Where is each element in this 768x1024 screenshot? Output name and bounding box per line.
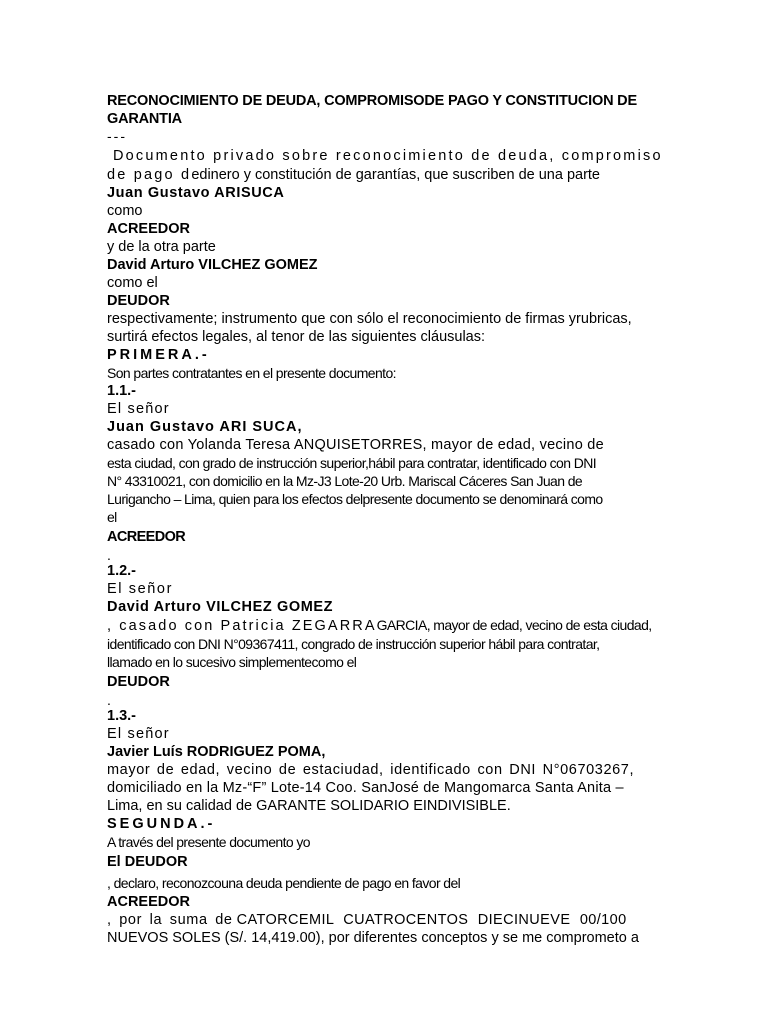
acreedor-label-3: ACREEDOR bbox=[107, 894, 190, 910]
party-1-2-line-2: identificado con DNI N°09367411, congrado de instrucción superior hábil para contratar, bbox=[107, 636, 600, 652]
period-2: . bbox=[107, 692, 111, 708]
el-label: el bbox=[107, 509, 117, 525]
a-traves-text: A través del presente documento yo bbox=[107, 834, 310, 850]
party-1-2-line-1-spaced: , casado con Patricia ZEGARRA bbox=[107, 618, 377, 634]
clause-segunda-heading: SEGUNDA.- bbox=[107, 816, 216, 832]
partes-text: Son partes contratantes en el presente documento: bbox=[107, 365, 396, 381]
party-1-1-name: Juan Gustavo ARI SUCA, bbox=[107, 419, 303, 435]
title-line-1: RECONOCIMIENTO DE DEUDA, COMPROMISODE PAGO Y CONSTITUCION DE bbox=[107, 93, 637, 109]
party1-name: Juan Gustavo ARISUCA bbox=[107, 185, 285, 201]
party-1-1-line-1: casado con Yolanda Teresa ANQUISETORRES, mayor de edad, vecino de bbox=[107, 437, 604, 453]
party-1-1-line-2: esta ciudad, con grado de instrucción superior,hábil para contratar, identificado con DNI bbox=[107, 455, 597, 471]
otra-parte-label: y de la otra parte bbox=[107, 239, 216, 255]
section-1-2: 1.2.- bbox=[107, 563, 137, 579]
document-title bbox=[107, 92, 661, 128]
party-1-3-line-2: domiciliado en la Mz-“F” Lote-14 Coo. SanJosé de Mangomarca Santa Anita – bbox=[107, 780, 624, 796]
intro-line-2-spaced: de pago d bbox=[107, 167, 192, 183]
party-1-3-name: Javier Luís RODRIGUEZ POMA, bbox=[107, 744, 326, 760]
period-1: . bbox=[107, 547, 111, 563]
el-senor-1: El señor bbox=[107, 401, 170, 417]
suma-amount-words: CATORCEMIL CUATROCENTOS DIECINUEVE 00/100 bbox=[236, 912, 627, 928]
intro-line-1: Documento privado sobre reconocimiento de deuda, compromiso bbox=[113, 148, 663, 164]
party-1-2-line-3: llamado en lo sucesivo simplementecomo el bbox=[107, 654, 357, 670]
deudor-label-2: DEUDOR bbox=[107, 674, 170, 690]
clause-primera-heading: PRIMERA.- bbox=[107, 347, 210, 363]
section-1-3: 1.3.- bbox=[107, 708, 137, 724]
party-1-2-line-1 bbox=[107, 616, 661, 635]
respectivamente-line-1: respectivamente; instrumento que con sólo el reconocimiento de firmas yrubricas, bbox=[107, 311, 632, 327]
intro-line-2-rest: edinero y constitución de garantías, que suscriben de una parte bbox=[191, 167, 600, 183]
declaro-text: , declaro, reconozcouna deuda pendiente de pago en favor del bbox=[107, 875, 461, 891]
section-1-1: 1.1.- bbox=[107, 383, 137, 399]
suma-line-1-start: , por la suma de bbox=[107, 912, 233, 928]
el-senor-3: El señor bbox=[107, 726, 170, 742]
party-1-2-line-1-rest: GARCIA, mayor de edad, vecino de esta ciudad, bbox=[376, 617, 652, 633]
dashes: --- bbox=[107, 128, 127, 144]
party2-name: David Arturo VILCHEZ GOMEZ bbox=[107, 257, 318, 273]
respectivamente-line-2: surtirá efectos legales, al tenor de las siguientes cláusulas: bbox=[107, 329, 486, 345]
title-line-2: GARANTIA bbox=[107, 111, 182, 127]
como-label: como bbox=[107, 203, 143, 219]
el-deudor-label: El DEUDOR bbox=[107, 854, 188, 870]
party-1-3-line-3: Lima, en su calidad de GARANTE SOLIDARIO EINDIVISIBLE. bbox=[107, 798, 511, 814]
como-el-label: como el bbox=[107, 275, 158, 291]
party-1-3-line-1: mayor de edad, vecino de estaciudad, identificado con DNI N°06703267, bbox=[107, 762, 635, 778]
el-senor-2: El señor bbox=[107, 581, 173, 597]
party-1-1-line-3: N° 43310021, con domicilio en la Mz-J3 Lote-20 Urb. Mariscal Cáceres San Juan de bbox=[107, 473, 583, 489]
acreedor-label: ACREEDOR bbox=[107, 221, 190, 237]
acreedor-label-2: ACREEDOR bbox=[107, 529, 186, 545]
party-1-1-line-4: Lurigancho – Lima, quien para los efectos delpresente documento se denominará como bbox=[107, 491, 603, 507]
suma-line-2: NUEVOS SOLES (S/. 14,419.00), por diferentes conceptos y se me comprometo a bbox=[107, 930, 639, 946]
suma-line-1 bbox=[107, 911, 661, 929]
intro-line-2 bbox=[107, 166, 661, 184]
party-1-2-name: David Arturo VILCHEZ GOMEZ bbox=[107, 599, 334, 615]
deudor-label: DEUDOR bbox=[107, 293, 170, 309]
